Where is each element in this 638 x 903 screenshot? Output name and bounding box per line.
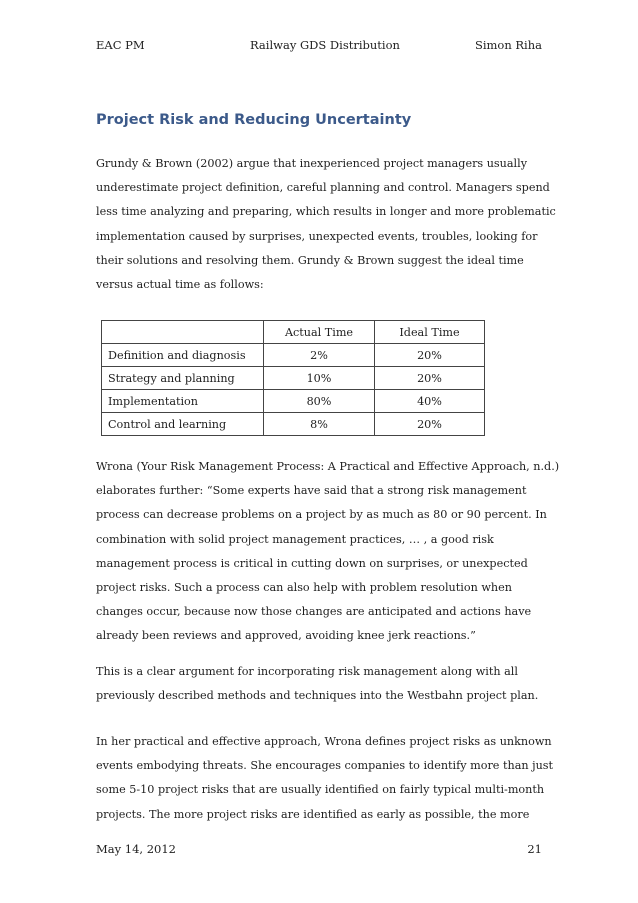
paragraph-3 — [96, 660, 556, 708]
paragraph-2-line: project risks. Such a process can also help with problem resolution when — [96, 581, 512, 595]
paragraph-1-line: Grundy & Brown (2002) argue that inexperienced project managers usually — [96, 157, 528, 170]
paragraph-1-line: versus actual time as follows: — [96, 278, 264, 292]
paragraph-2-line: already been reviews and approved, avoiding knee jerk reactions.” — [96, 629, 476, 643]
paragraph-4-line: projects. The more project risks are identified as early as possible, the more — [96, 807, 530, 821]
section-title: Project Risk and Reducing Uncertainty — [96, 112, 412, 128]
paragraph-2 — [96, 455, 560, 649]
table-cell: 20% — [375, 344, 485, 367]
paragraph-1-line: underestimate project definition, careful planning and control. Managers spend — [96, 181, 550, 195]
table-header-row — [102, 321, 485, 344]
table-row — [102, 413, 485, 436]
paragraph-2-line: management process is critical in cutting down on surprises, or unexpected — [96, 556, 528, 570]
time-comparison-table — [101, 320, 485, 436]
paragraph-4-line: events embodying threats. She encourages companies to identify more than just — [96, 759, 554, 773]
paragraph-3-line: previously described methods and techniques into the Westbahn project plan. — [96, 689, 539, 703]
paragraph-1-line: their solutions and resolving them. Grundy & Brown suggest the ideal time — [96, 253, 524, 267]
header-left: EAC PM — [96, 38, 145, 52]
paragraph-2-line: Wrona (Your Risk Management Process: A Practical and Effective Approach, n.d.) — [96, 460, 560, 473]
paragraph-2-line: combination with solid project management practices, … , a good risk — [96, 532, 494, 546]
paragraph-1 — [96, 152, 556, 297]
table-header-cell: Ideal Time — [375, 321, 485, 344]
table-cell: 8% — [264, 413, 375, 436]
table-row — [102, 344, 485, 367]
paragraph-4-line: some 5-10 project risks that are usually identified on fairly typical multi-month — [96, 783, 545, 797]
paragraph-2-line: elaborates further: “Some experts have said that a strong risk management — [96, 484, 527, 498]
table-row — [102, 390, 485, 413]
header-right: Simon Riha — [474, 38, 542, 52]
paragraph-2-line: process can decrease problems on a project by as much as 80 or 90 percent. In — [96, 508, 547, 522]
footer-date: May 14, 2012 — [96, 842, 176, 856]
table-cell: Implementation — [102, 390, 264, 413]
table-cell: Strategy and planning — [102, 367, 264, 390]
paragraph-4-line: In her practical and effective approach, Wrona defines project risks as unknown — [96, 735, 552, 748]
paragraph-4 — [96, 730, 556, 827]
table-cell: Control and learning — [102, 413, 264, 436]
table-cell: 20% — [375, 413, 485, 436]
footer-page-number: 21 — [527, 842, 542, 856]
paragraph-3-line: This is a clear argument for incorporating risk management along with all — [96, 665, 518, 678]
table-header-cell — [102, 321, 264, 344]
table-cell: 10% — [264, 367, 375, 390]
paragraph-2-line: changes occur, because now those changes are anticipated and actions have — [96, 605, 532, 619]
table-cell: 40% — [375, 390, 485, 413]
table-row — [102, 367, 485, 390]
table-cell: Definition and diagnosis — [102, 344, 264, 367]
header-center: Railway GDS Distribution — [250, 38, 400, 52]
table-cell: 80% — [264, 390, 375, 413]
table-cell: 20% — [375, 367, 485, 390]
paragraph-1-line: less time analyzing and preparing, which results in longer and more problematic — [96, 205, 556, 219]
paragraph-1-line: implementation caused by surprises, unexpected events, troubles, looking for — [96, 229, 538, 243]
table-cell: 2% — [264, 344, 375, 367]
table-header-cell: Actual Time — [264, 321, 375, 344]
